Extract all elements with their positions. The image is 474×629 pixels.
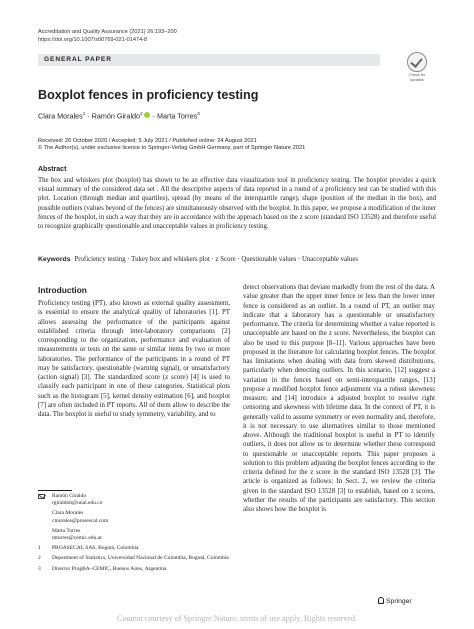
affiliation-number: 2 [38,555,41,562]
introduction-heading: Introduction [38,285,87,295]
affiliation-text: Department of Statistics, Universidad Nacional de Colombia, Bogotá, Colombia [52,555,229,562]
introduction-column-left: Proficiency testing (PT), also known as external quality assessment, is essential to ensure the analytical quality of laboratories [1]. PT allows assessing the performance of the participants against established criteria through inter-laboratory comparisons [2] corresponding to the organization, performance and evaluation of measurements or tests on the same or similar items by two or more laboratories. The performance of the participants in a round of PT may be satisfactory, questionable (warning signal), or unsatisfactory (action signal) [3]. The standardized score (z score) [4] is used to classify each participant in one of these categories. Statistical plots such as the histogram [5], kernel density estimation [6], and boxplot [7] are often included in PT reports. All of them allow to describe the data. The boxplot is useful to study symmetry, variability, and to [38,300,230,418]
publisher-logo [378,597,412,605]
abstract-heading: Abstract [38,166,67,173]
check-for-updates-label: Check for updates [408,73,426,82]
author-list: Clara Morales$^1$ · Ramón Giraldo$^2$ · Marta Torres$^3$ [38,111,200,121]
check-for-updates-badge[interactable] [404,52,430,82]
contact-name: Marta Torres [52,527,81,534]
contact-name: Ramón Giraldo [52,493,87,499]
affiliation [38,555,230,562]
journal-header [38,29,358,44]
courtesy-watermark: Content courtesy of Springer Nature, terms of use apply. Rights reserved. [116,614,358,623]
journal-citation: Accreditation and Quality Assurance (2021) 26:193–200 [38,29,177,35]
springer-horse-icon [378,597,384,604]
author-name[interactable]: Clara Morales [38,111,83,121]
check-for-updates-icon [407,52,427,72]
envelope-icon [38,494,45,499]
affiliation [38,566,230,573]
abstract-body: The box and whiskers plot (boxplot) has shown to be an effective data visualization tool in proficiency testing. The boxplot provides a quick visual summary of the considered data set . All the descriptive aspects of data reported in a round of a proficiency test can be studied with this plot. Location (through median and quartiles), spread (by means of the interquartile range), shape (position of the median in the box), and possible outliers (values beyond of the fences) are simultaneously observed with the boxplot. In this paper, we propose a modification of the inner fences of the boxplot, in such a way that they are in accordance with the approach based on the z score (standard ISO 13528) and therefore useful to recognize graphically questionable and unacceptable values in proficiency testing. [38,177,436,231]
keywords [38,255,436,264]
corresponding-author [38,493,230,507]
contact-email[interactable]: rgiraldoh@unal.edu.co [52,500,103,507]
contact-name: Clara Morales [52,510,84,517]
keywords-list: Proficiency testing · Tukey box and whiskers plot · z Score · Questionable values · Unacceptable values [74,256,358,263]
keywords-label: Keywords [38,256,71,263]
affiliation-text: PROASECAL SAS, Bogotá, Colombia [52,545,139,552]
paper-title: Boxplot fences in proficiency testing [38,88,259,102]
contact-email[interactable]: cmorales@prosescal.com [52,517,109,524]
affiliation [38,545,230,552]
coauthor-contact [38,510,230,524]
author-name[interactable]: Marta Torres [157,111,198,121]
affiliation-number: 3 [38,565,41,572]
footnotes [38,493,230,576]
author-name[interactable]: Ramón Giraldo [91,111,141,121]
doi-link[interactable]: https://doi.org/10.1007/s00769-021-01474-8 [38,36,148,43]
copyright-notice: © The Author(s), under exclusive licence to Springer-Verlag GmbH Germany, part of Springer Nature 2021 [38,145,306,152]
received-accepted-dates: Received: 26 October 2020 / Accepted: 5 July 2021 / Published online: 24 August 2021 [38,138,257,144]
paper-type-label: GENERAL PAPER [44,55,112,63]
coauthor-contact [38,528,230,542]
publisher-name: Springer [386,598,412,605]
footnote-divider [38,490,72,491]
affiliation-text: Director ProgBA–CEMIC, Buenos Aires, Argentina [52,565,167,572]
contact-email[interactable]: mtorres@cemic.edu.ar [52,535,102,542]
publication-dates [38,138,305,153]
affiliation-number: 1 [38,545,41,552]
introduction-column-right: detect observations that deviate markedly from the rest of the data. A value greater than the upper inner fence or less than the lower inner fence is considered as an outlier. In a round of PT, an outlier may indicate that a laboratory has a questionable or unsatisfactory performance. The criteria for determining whether a value reported is unacceptable are based on the z score. Nevertheless, the boxplot can also be used to this purpose [8–11]. Various approaches have been proposed in the literature for calculating boxplot fences. The boxplot has limitations when dealing with data from skewed distributions, particularly when detecting outliers. In this scenario, [12] suggest a variation in the fences based on semi-interquartile ranges, [13] propose a modified boxplot fence adjustment via a robust skewness measure, and [14] introduce a adjusted boxplot to resolve right censoring and skewness with lifetime data. In the context of PT, it is generally valid to assume symmetry or even normality and, therefore, it is not necessary to use alternatives similar to those mentioned above. Although the traditional boxplot is useful in PT to identify outliers, it does not allow us to determine whether these correspond to questionable or unacceptable reports. This paper proposes a solution to this problem adjusting the boxplot fences according to the criteria defined for the z score in the standard ISO 13528 [3]. The article is organized as follows: In Sect. 2, we review the criteria given in the standard ISO 13528 [3] to establish, based on z scores, whether the results of the participants are satisfactory. This section also shows how the boxplot is [243,284,435,513]
orcid-icon[interactable] [144,112,150,118]
